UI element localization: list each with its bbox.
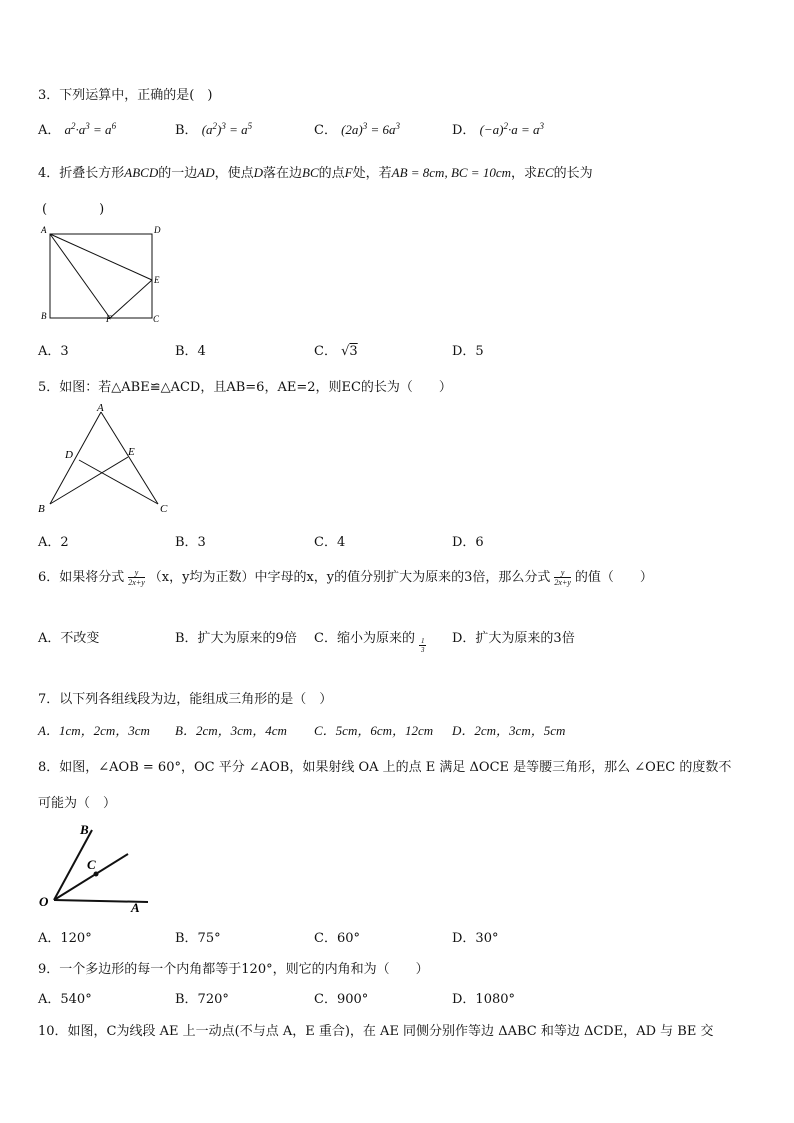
q6-option-c: C．缩小为原来的 $\frac{1}{3}$ xyxy=(314,631,425,654)
q9-option-b: B．720° xyxy=(175,992,229,1007)
q4-label-c: C xyxy=(153,314,160,324)
q3-option-a: A． $a^2\cdot a^3 = a^6$ xyxy=(38,121,117,138)
q7-option-b: B．2cm，3cm，4cm xyxy=(175,723,287,738)
q4-label-e: E xyxy=(154,275,160,285)
q5-label-e: E xyxy=(128,446,135,458)
question-4-stem: 4．折叠长方形ABCD的一边AD，使点D落在边BC的点F处，若AB = 8cm, BC = 10cm，求EC的长为 xyxy=(38,165,593,181)
q9-option-d: D．1080° xyxy=(452,992,516,1007)
q4-option-a: A．3 xyxy=(38,344,69,359)
q8-label-a: A xyxy=(131,900,140,915)
fraction-1: $\frac{y}{2x+y}$ xyxy=(128,568,145,587)
q8-label-o: O xyxy=(39,894,49,909)
q8-label-b: B xyxy=(80,822,89,837)
q5-label-b: B xyxy=(38,503,45,515)
q4-label-f: F xyxy=(106,314,112,324)
fraction-2: $\frac{y}{2x+y}$ xyxy=(554,568,571,587)
q4-option-b: B．4 xyxy=(175,344,206,359)
q4-label-d: D xyxy=(154,225,161,235)
q3-option-c: C． $(2a)^3 = 6a^3$ xyxy=(314,121,401,138)
q5-option-b: B．3 xyxy=(175,535,206,550)
question-3-stem: 3．下列运算中，正确的是( ) xyxy=(38,88,213,103)
question-10-stem: 10．如图，C为线段 AE 上一动点(不与点 A，E 重合)，在 AE 同侧分别作等边 ΔABC 和等边 ΔCDE，AD 与 BE 交 xyxy=(38,1024,714,1039)
q9-option-a: A．540° xyxy=(38,992,92,1007)
q3-option-d: D． $(-a)^2\cdot a = a^3$ xyxy=(452,121,545,138)
q6-option-a: A．不改变 xyxy=(38,631,100,646)
question-9-stem: 9．一个多边形的每一个内角都等于120°，则它的内角和为（ ） xyxy=(38,962,429,977)
q7-option-c: C．5cm，6cm，12cm xyxy=(314,723,434,738)
q4-option-c: C． √3 xyxy=(314,344,358,359)
q5-option-c: C．4 xyxy=(314,535,346,550)
q8-option-a: A．120° xyxy=(38,931,92,946)
q8-option-d: D．30° xyxy=(452,931,499,946)
q3-option-b: B． $(a^2)^3 = a^5$ xyxy=(175,121,253,138)
question-6-stem: 6．如果将分式 $\frac{y}{2x+y}$ （x，y均为正数）中字母的x，y的值分别扩大为原来的3倍，那么分式 $\frac{y}{2x+y}$ 的值（ ） xyxy=(38,568,653,587)
q5-figure xyxy=(36,400,176,518)
question-8-stem: 8．如图，∠AOB = 60°，OC 平分 ∠AOB，如果射线 OA 上的点 E 满足 ΔOCE 是等腰三角形，那么 ∠OEC 的度数不 xyxy=(38,760,732,775)
q4-label-a: A xyxy=(41,225,47,235)
q5-label-d: D xyxy=(65,449,73,461)
q8-figure xyxy=(36,818,156,918)
question-5-stem: 5．如图：若△ABE≌△ACD，且AB=6，AE=2，则EC的长为（ ） xyxy=(38,380,452,395)
q8-option-b: B．75° xyxy=(175,931,221,946)
question-4-bracket: ( ) xyxy=(42,202,105,217)
q4-label-b: B xyxy=(41,311,47,321)
question-8-stem-cont: 可能为（ ） xyxy=(38,796,117,811)
q8-option-c: C．60° xyxy=(314,931,360,946)
q4-figure xyxy=(36,222,171,324)
q9-option-c: C．900° xyxy=(314,992,369,1007)
q7-option-d: D．2cm，3cm，5cm xyxy=(452,723,566,738)
q7-option-a: A．1cm，2cm，3cm xyxy=(38,723,150,738)
question-7-stem: 7．以下列各组线段为边，能组成三角形的是（ ） xyxy=(38,692,333,707)
q5-label-a: A xyxy=(97,402,104,414)
q5-label-c: C xyxy=(160,503,168,515)
q8-label-c: C xyxy=(87,857,96,872)
q6-option-b: B．扩大为原来的9倍 xyxy=(175,631,297,646)
q6-option-d: D．扩大为原来的3倍 xyxy=(452,631,575,646)
q5-option-a: A．2 xyxy=(38,535,69,550)
q5-option-d: D．6 xyxy=(452,535,484,550)
q4-option-d: D．5 xyxy=(452,344,484,359)
fraction-one-third: $\frac{1}{3}$ xyxy=(420,637,425,654)
sqrt-symbol: √ xyxy=(341,344,350,359)
